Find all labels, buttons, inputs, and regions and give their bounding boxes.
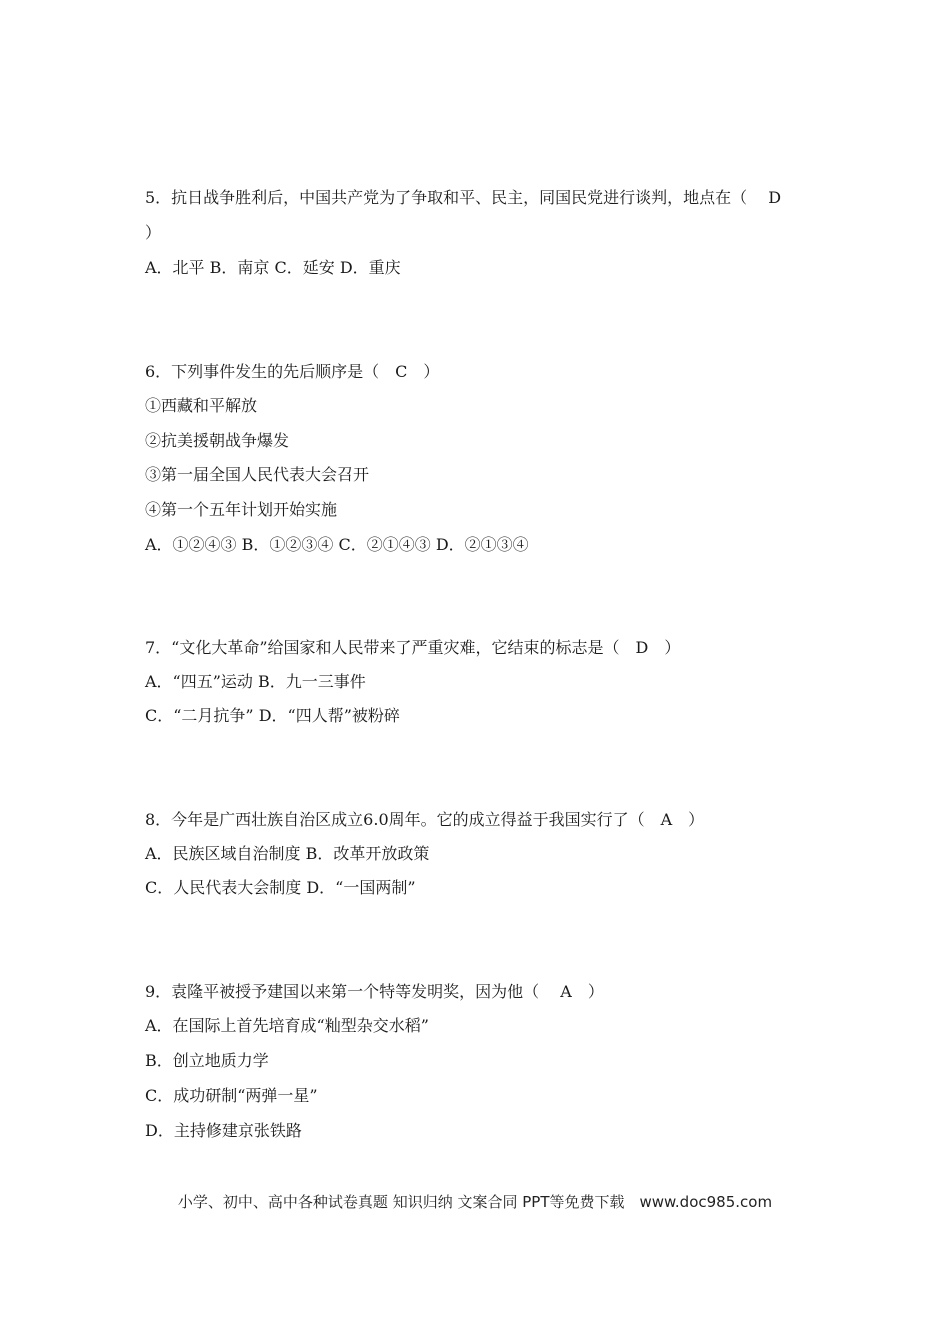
question-6-stem: 6．下列事件发生的先后顺序是（ C ） [145, 362, 440, 381]
question-9-option-d: D．主持修建京张铁路 [145, 1121, 302, 1140]
question-6-options: A．①②④③ B．①②③④ C．②①④③ D．②①③④ [145, 535, 529, 554]
question-9-stem: 9．袁隆平被授予建国以来第一个特等发明奖，因为他（ A ） [145, 982, 604, 1001]
question-8-options-ab: A．民族区域自治制度 B．改革开放政策 [145, 844, 430, 863]
question-6-item-2: ②抗美援朝战争爆发 [145, 431, 290, 450]
question-6-item-3: ③第一届全国人民代表大会召开 [145, 465, 370, 484]
question-6-item-1: ①西藏和平解放 [145, 396, 258, 415]
question-8-options-cd: C．人民代表大会制度 D．“一国两制” [145, 878, 416, 897]
question-5-stem-continued: ） [145, 223, 162, 242]
page-footer: 小学、初中、高中各种试卷真题 知识归纳 文案合同 PPT等免费下载 www.doc985.com [177, 1193, 773, 1211]
question-7-stem: 7．“文化大革命”给国家和人民带来了严重灾难，它结束的标志是（ D ） [145, 638, 681, 657]
question-9-option-c: C．成功研制“两弹一星” [145, 1086, 318, 1105]
question-9-option-b: B．创立地质力学 [145, 1051, 269, 1070]
question-6-item-4: ④第一个五年计划开始实施 [145, 500, 338, 519]
question-5-stem: 5．抗日战争胜利后，中国共产党为了争取和平、民主，同国民党进行谈判，地点在（ D [145, 188, 782, 207]
question-5-options: A．北平 B．南京 C．延安 D．重庆 [145, 258, 401, 277]
question-8-stem: 8．今年是广西壮族自治区成立6.0周年。它的成立得益于我国实行了（ A ） [145, 810, 705, 829]
question-7-options-ab: A．“四五”运动 B．九一三事件 [145, 672, 366, 691]
question-9-option-a: A．在国际上首先培育成“籼型杂交水稻” [145, 1016, 429, 1035]
question-7-options-cd: C．“二月抗争” D．“四人帮”被粉碎 [145, 706, 400, 725]
